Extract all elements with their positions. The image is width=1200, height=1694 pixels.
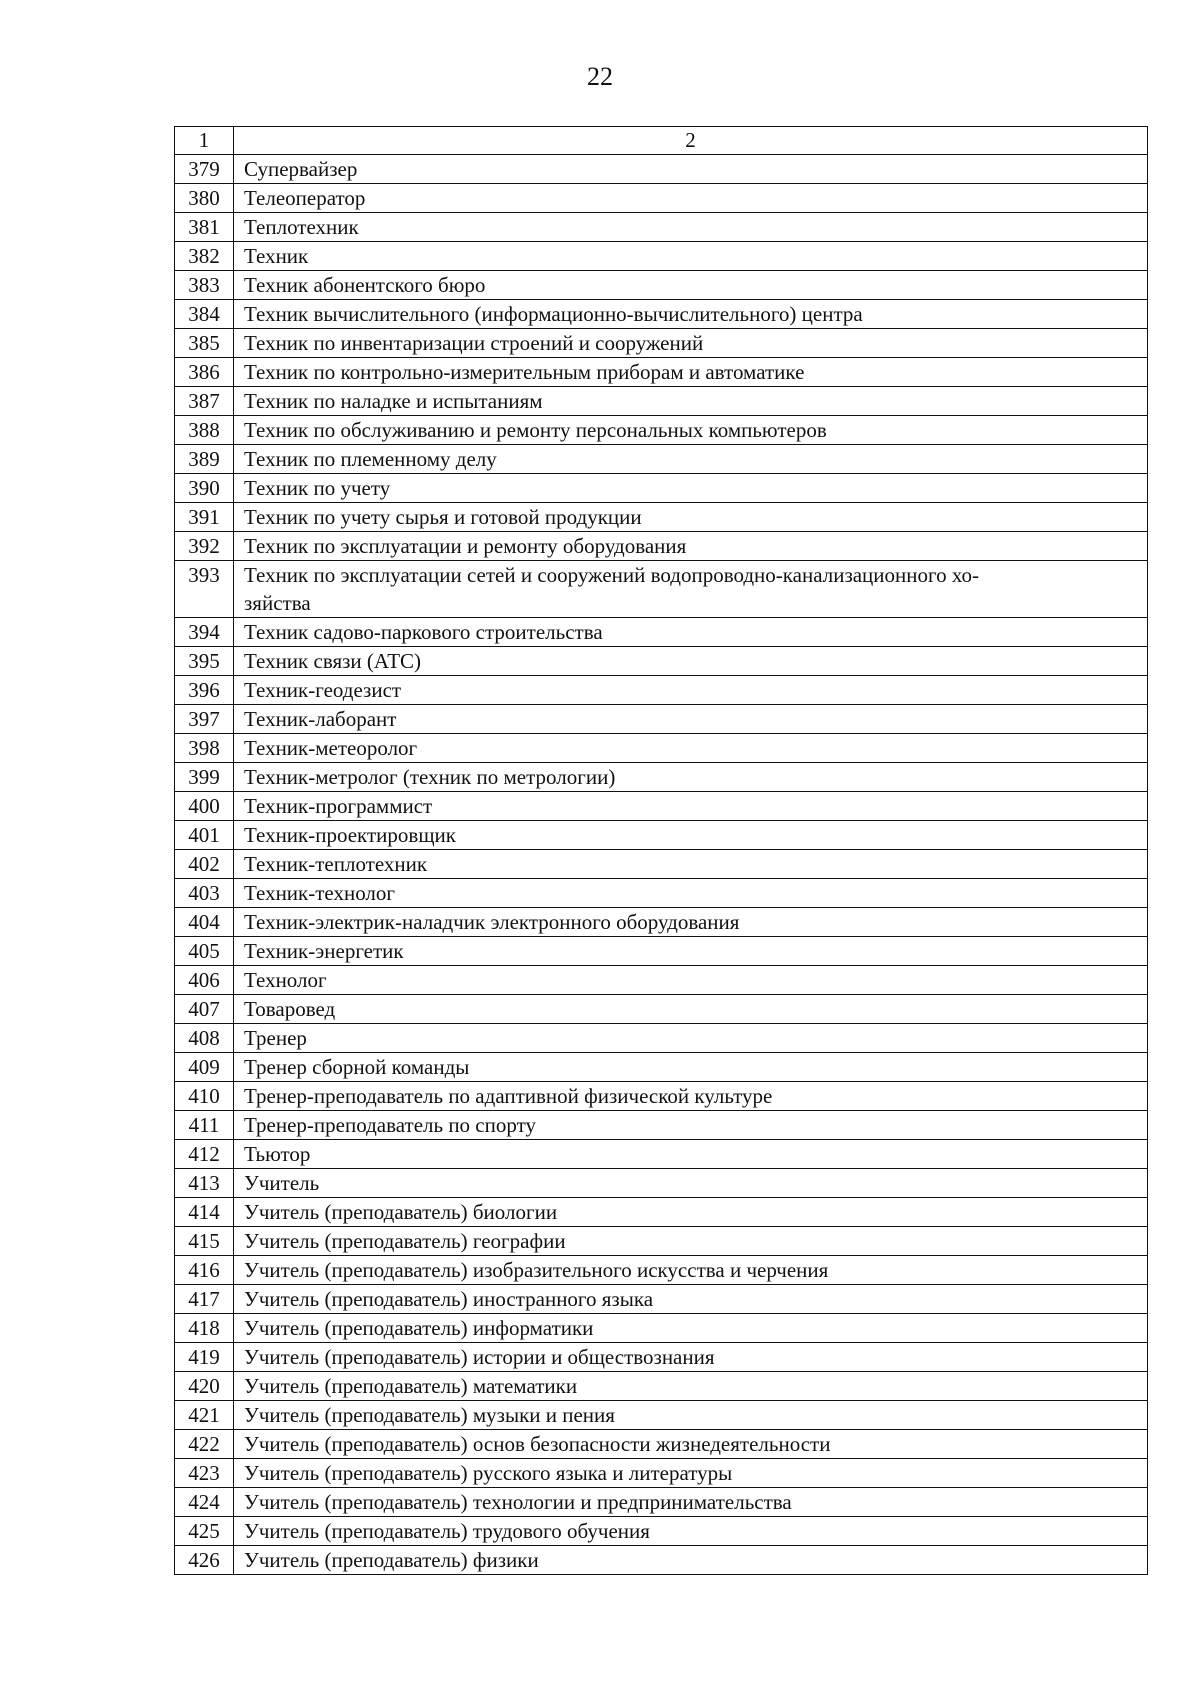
table-row bbox=[175, 1082, 1148, 1111]
row-number: 412 bbox=[175, 1140, 234, 1169]
row-number: 405 bbox=[175, 937, 234, 966]
row-title bbox=[234, 1053, 1148, 1082]
table-row bbox=[175, 532, 1148, 561]
row-title bbox=[234, 734, 1148, 763]
row-number: 418 bbox=[175, 1314, 234, 1343]
table-row bbox=[175, 1285, 1148, 1314]
row-number: 410 bbox=[175, 1082, 234, 1111]
row-title-text: Тренер-преподаватель по адаптивной физической культуре bbox=[244, 1084, 773, 1108]
row-title-text: Телеоператор bbox=[244, 186, 366, 210]
table-row bbox=[175, 561, 1148, 618]
row-number: 406 bbox=[175, 966, 234, 995]
row-title-text: Учитель (преподаватель) физики bbox=[244, 1548, 539, 1572]
table-row bbox=[175, 1053, 1148, 1082]
row-title bbox=[234, 1343, 1148, 1372]
row-title bbox=[234, 329, 1148, 358]
page-number: 22 bbox=[587, 62, 613, 91]
row-title bbox=[234, 1082, 1148, 1111]
row-number: 419 bbox=[175, 1343, 234, 1372]
row-title bbox=[234, 474, 1148, 503]
row-title bbox=[234, 1459, 1148, 1488]
row-title-text: Техник-теплотехник bbox=[244, 852, 428, 876]
row-title bbox=[234, 850, 1148, 879]
row-title bbox=[234, 1314, 1148, 1343]
table-row bbox=[175, 1198, 1148, 1227]
row-title-text: Учитель bbox=[244, 1171, 320, 1195]
row-title-text: Техник-энергетик bbox=[244, 939, 404, 963]
row-number: 402 bbox=[175, 850, 234, 879]
row-number: 390 bbox=[175, 474, 234, 503]
row-title-text: Техник по инвентаризации строений и сооружений bbox=[244, 331, 704, 355]
row-title-text: Учитель (преподаватель) музыки и пения bbox=[244, 1403, 615, 1427]
row-title-text: Теплотехник bbox=[244, 215, 359, 239]
row-title-text: Тьютор bbox=[244, 1142, 311, 1166]
row-title-continuation: зяйства bbox=[244, 591, 311, 615]
row-title-text: Техник связи (АТС) bbox=[244, 649, 422, 673]
row-title bbox=[234, 1140, 1148, 1169]
row-title bbox=[234, 1285, 1148, 1314]
row-number: 399 bbox=[175, 763, 234, 792]
table-row bbox=[175, 618, 1148, 647]
table-row bbox=[175, 184, 1148, 213]
row-number: 426 bbox=[175, 1546, 234, 1575]
row-title-text: Учитель (преподаватель) информатики bbox=[244, 1316, 594, 1340]
row-title bbox=[234, 271, 1148, 300]
row-number: 421 bbox=[175, 1401, 234, 1430]
row-title bbox=[234, 242, 1148, 271]
row-number: 397 bbox=[175, 705, 234, 734]
row-title-text: Техник по контрольно-измерительным приборам и автоматике bbox=[244, 360, 805, 384]
row-number: 401 bbox=[175, 821, 234, 850]
row-number: 380 bbox=[175, 184, 234, 213]
row-title-text: Учитель (преподаватель) основ безопасности жизнедеятельности bbox=[244, 1432, 831, 1456]
table-body bbox=[175, 155, 1148, 1575]
row-title bbox=[234, 1488, 1148, 1517]
table-row bbox=[175, 1169, 1148, 1198]
row-number: 409 bbox=[175, 1053, 234, 1082]
row-number: 383 bbox=[175, 271, 234, 300]
table-row bbox=[175, 792, 1148, 821]
row-title bbox=[234, 1111, 1148, 1140]
row-title-text: Техник по обслуживанию и ремонту персональных компьютеров bbox=[244, 418, 827, 442]
table-row bbox=[175, 474, 1148, 503]
row-title bbox=[234, 416, 1148, 445]
row-number: 379 bbox=[175, 155, 234, 184]
row-number: 394 bbox=[175, 618, 234, 647]
row-title bbox=[234, 1024, 1148, 1053]
row-number: 408 bbox=[175, 1024, 234, 1053]
row-title bbox=[234, 155, 1148, 184]
row-title bbox=[234, 561, 1148, 618]
row-title bbox=[234, 1169, 1148, 1198]
table-row bbox=[175, 155, 1148, 184]
row-number: 414 bbox=[175, 1198, 234, 1227]
row-title-text: Учитель (преподаватель) географии bbox=[244, 1229, 566, 1253]
row-number: 420 bbox=[175, 1372, 234, 1401]
row-title bbox=[234, 213, 1148, 242]
row-number: 384 bbox=[175, 300, 234, 329]
row-title bbox=[234, 908, 1148, 937]
row-number: 389 bbox=[175, 445, 234, 474]
row-title-text: Техник абонентского бюро bbox=[244, 273, 486, 297]
row-title-text: Технолог bbox=[244, 968, 327, 992]
row-number: 407 bbox=[175, 995, 234, 1024]
row-title-text: Учитель (преподаватель) изобразительного искусства и черчения bbox=[244, 1258, 829, 1282]
row-title bbox=[234, 937, 1148, 966]
row-number: 424 bbox=[175, 1488, 234, 1517]
row-title bbox=[234, 1401, 1148, 1430]
table-row bbox=[175, 1488, 1148, 1517]
row-number: 386 bbox=[175, 358, 234, 387]
table-row bbox=[175, 242, 1148, 271]
row-title-text: Учитель (преподаватель) трудового обучения bbox=[244, 1519, 650, 1543]
row-title-text: Техник-технолог bbox=[244, 881, 396, 905]
row-title bbox=[234, 1256, 1148, 1285]
row-title bbox=[234, 705, 1148, 734]
row-number: 381 bbox=[175, 213, 234, 242]
row-title bbox=[234, 358, 1148, 387]
row-title-text: Учитель (преподаватель) математики bbox=[244, 1374, 578, 1398]
row-number: 404 bbox=[175, 908, 234, 937]
row-title-text: Техник по племенному делу bbox=[244, 447, 497, 471]
row-title-text: Тренер bbox=[244, 1026, 307, 1050]
row-title-text: Техник-геодезист bbox=[244, 678, 402, 702]
row-number: 392 bbox=[175, 532, 234, 561]
row-title bbox=[234, 300, 1148, 329]
row-number: 396 bbox=[175, 676, 234, 705]
table-row bbox=[175, 358, 1148, 387]
table-row bbox=[175, 676, 1148, 705]
table-row bbox=[175, 879, 1148, 908]
row-title-text: Техник-проектировщик bbox=[244, 823, 456, 847]
row-title bbox=[234, 618, 1148, 647]
row-title bbox=[234, 821, 1148, 850]
row-number: 417 bbox=[175, 1285, 234, 1314]
table-row bbox=[175, 445, 1148, 474]
table-row bbox=[175, 416, 1148, 445]
row-title-text: Учитель (преподаватель) технологии и предпринимательства bbox=[244, 1490, 792, 1514]
row-title bbox=[234, 1546, 1148, 1575]
row-title bbox=[234, 503, 1148, 532]
row-title bbox=[234, 1372, 1148, 1401]
table-row bbox=[175, 1140, 1148, 1169]
row-number: 403 bbox=[175, 879, 234, 908]
row-title-text: Тренер-преподаватель по спорту bbox=[244, 1113, 536, 1137]
positions-table bbox=[174, 126, 1148, 1575]
table-row bbox=[175, 1314, 1148, 1343]
row-title-text: Техник по эксплуатации сетей и сооружений водопроводно-канализационного хо- bbox=[244, 563, 980, 587]
table-row bbox=[175, 1459, 1148, 1488]
row-title bbox=[234, 647, 1148, 676]
table-row bbox=[175, 1343, 1148, 1372]
row-title bbox=[234, 445, 1148, 474]
row-title-text: Техник по наладке и испытаниям bbox=[244, 389, 543, 413]
row-title bbox=[234, 1227, 1148, 1256]
row-title-text: Товаровед bbox=[244, 997, 336, 1021]
row-number: 385 bbox=[175, 329, 234, 358]
table-row bbox=[175, 995, 1148, 1024]
table-row bbox=[175, 1227, 1148, 1256]
row-title-text: Учитель (преподаватель) истории и обществознания bbox=[244, 1345, 715, 1369]
row-title bbox=[234, 184, 1148, 213]
row-title bbox=[234, 1198, 1148, 1227]
row-number: 416 bbox=[175, 1256, 234, 1285]
table-row bbox=[175, 937, 1148, 966]
row-number: 411 bbox=[175, 1111, 234, 1140]
row-title bbox=[234, 387, 1148, 416]
row-number: 423 bbox=[175, 1459, 234, 1488]
table-row bbox=[175, 705, 1148, 734]
table-row bbox=[175, 821, 1148, 850]
row-title-text: Тренер сборной команды bbox=[244, 1055, 470, 1079]
row-title bbox=[234, 966, 1148, 995]
table-row bbox=[175, 1256, 1148, 1285]
table-row bbox=[175, 300, 1148, 329]
row-title bbox=[234, 792, 1148, 821]
row-number: 391 bbox=[175, 503, 234, 532]
row-title-text: Техник bbox=[244, 244, 309, 268]
row-title-text: Учитель (преподаватель) русского языка и литературы bbox=[244, 1461, 733, 1485]
row-title bbox=[234, 1430, 1148, 1459]
table-row bbox=[175, 908, 1148, 937]
table-row bbox=[175, 1546, 1148, 1575]
row-number: 388 bbox=[175, 416, 234, 445]
row-title-text: Супервайзер bbox=[244, 157, 358, 181]
table-row bbox=[175, 1430, 1148, 1459]
column-header-title: 2 bbox=[234, 127, 1148, 155]
table-row bbox=[175, 387, 1148, 416]
table-row bbox=[175, 763, 1148, 792]
row-title-text: Техник-электрик-наладчик электронного оборудования bbox=[244, 910, 740, 934]
row-title-text: Техник по эксплуатации и ремонту оборудования bbox=[244, 534, 687, 558]
row-title bbox=[234, 676, 1148, 705]
row-title-text: Техник садово-паркового строительства bbox=[244, 620, 603, 644]
row-title-text: Техник по учету сырья и готовой продукции bbox=[244, 505, 642, 529]
row-title-text: Техник вычислительного (информационно-вычислительного) центра bbox=[244, 302, 863, 326]
row-number: 398 bbox=[175, 734, 234, 763]
row-title-text: Техник по учету bbox=[244, 476, 391, 500]
row-title bbox=[234, 879, 1148, 908]
table-row bbox=[175, 213, 1148, 242]
table-header-row bbox=[175, 127, 1148, 155]
row-title-text: Учитель (преподаватель) иностранного языка bbox=[244, 1287, 654, 1311]
table-row bbox=[175, 647, 1148, 676]
row-title bbox=[234, 1517, 1148, 1546]
row-number: 393 bbox=[175, 561, 234, 618]
row-number: 382 bbox=[175, 242, 234, 271]
row-number: 387 bbox=[175, 387, 234, 416]
table-row bbox=[175, 1372, 1148, 1401]
row-title-text: Техник-программист bbox=[244, 794, 433, 818]
row-title bbox=[234, 763, 1148, 792]
column-header-number: 1 bbox=[175, 127, 234, 155]
row-title-text: Техник-метеоролог bbox=[244, 736, 418, 760]
row-title-text: Техник-лаборант bbox=[244, 707, 397, 731]
table-row bbox=[175, 1111, 1148, 1140]
table-row bbox=[175, 271, 1148, 300]
table-row bbox=[175, 1024, 1148, 1053]
row-number: 400 bbox=[175, 792, 234, 821]
row-number: 422 bbox=[175, 1430, 234, 1459]
table-row bbox=[175, 1517, 1148, 1546]
table-row bbox=[175, 1401, 1148, 1430]
row-title bbox=[234, 995, 1148, 1024]
table-row bbox=[175, 734, 1148, 763]
row-title-text: Учитель (преподаватель) биологии bbox=[244, 1200, 558, 1224]
row-title-text: Техник-метролог (техник по метрологии) bbox=[244, 765, 616, 789]
row-number: 395 bbox=[175, 647, 234, 676]
row-title bbox=[234, 532, 1148, 561]
table-row bbox=[175, 503, 1148, 532]
table-row bbox=[175, 850, 1148, 879]
row-number: 413 bbox=[175, 1169, 234, 1198]
row-number: 425 bbox=[175, 1517, 234, 1546]
row-number: 415 bbox=[175, 1227, 234, 1256]
table-row bbox=[175, 329, 1148, 358]
table-row bbox=[175, 966, 1148, 995]
